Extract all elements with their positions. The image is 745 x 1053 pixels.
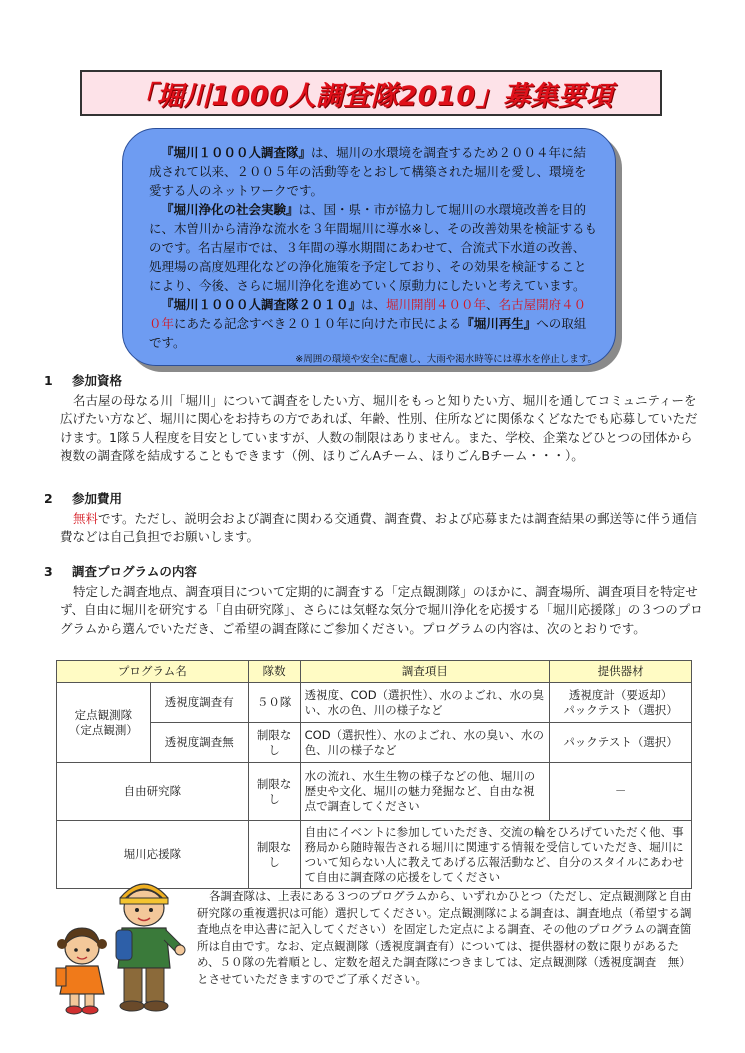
- section-body: 特定した調査地点、調査項目について定期的に調査する「定点観測隊」のほかに、調査場所、調査項目を特定せず、自由に堀川を研究する「自由研究隊」、さらには気軽な気分で堀川浄化を応援する「堀川応援隊」の３つのプログラムから選んでいただき、ご希望の調査隊にご参加ください。プログラムの内容は、次のとおりです。: [60, 583, 703, 636]
- intro-highlight-nagoya: 名古屋開府４００年: [149, 297, 587, 331]
- program-name: 堀川応援隊: [57, 821, 249, 889]
- fee-text: です。ただし、説明会および調査に関わる交通費、調査費、および応募または調査結果の郵送等に伴う通信費などは自己負担でお願いします。: [60, 510, 698, 544]
- intro-term-revival: 『堀川再生』: [461, 316, 537, 331]
- intro-text-1: は、堀川の水環境を調査するため２００４年に結成されて以来、２００５年の活動等をとおして構築された堀川を愛し、環境を愛する人のネットワークです。: [149, 145, 587, 198]
- intro-text-3c: にあたる記念すべき２０１０年に向けた市民による: [174, 316, 462, 331]
- footer-note: 各調査隊は、上表にある３つのプログラムから、いずれかひとつ（ただし、定点観測隊と自由研究隊の重複選択は可能）選択してください。定点観測隊による調査は、調査地点（希望する調査地点を申込書に記入してください）を固定した定点による調査、その他のプログラムの調査箇所は自由です。なお、定点観測隊（透視度調査有）については、提供器材の数に限りがあるため、５０隊の先着順とし、定数を超えた調査隊につきましては、定点観測隊（透視度調査 無）とさせていただきますのでご了承ください。: [197, 889, 692, 986]
- boy-figure-icon: [116, 884, 185, 1011]
- section-title: 参加費用: [72, 491, 123, 506]
- intro-text-3b: 、: [486, 297, 499, 312]
- intro-panel: [122, 128, 616, 366]
- section-heading: [44, 372, 704, 391]
- section-body: 名古屋の母なる川「堀川」について調査をしたい方、堀川をもっと知りたい方、堀川を通してコミュニティーを広げたい方など、堀川に関心をお持ちの方であれば、年齢、性別、住所などに関係なくどなたでも応募していただけます。1隊５人程度を目安としていますが、人数の制限はありません。また、学校、企業などひとつの団体から複数の調査隊を結成することもできます（例、ほりごんAチーム、ほりごんBチーム・・・）。: [60, 392, 698, 463]
- intro-paragraph-1: [149, 143, 597, 200]
- girl-figure-icon: [56, 928, 107, 1014]
- section-title: 参加資格: [72, 373, 123, 388]
- program-equipment: 透視度計（要返却） パックテスト（選択）: [550, 683, 692, 723]
- section-heading: [44, 490, 704, 509]
- free-label: 無料: [73, 510, 99, 526]
- intro-term-2010: 『堀川１０００人調査隊２０１０』: [161, 297, 362, 312]
- page-title: 「堀川1000人調査隊2010」募集要項: [128, 80, 614, 112]
- intro-highlight-400-years: 堀川開削４００年: [386, 297, 487, 312]
- section-program: [44, 563, 704, 638]
- program-table: [56, 660, 692, 889]
- intro-paragraph-3: [149, 295, 597, 352]
- table-row: [57, 683, 692, 723]
- program-count: ５０隊: [248, 683, 300, 723]
- section-fee: [44, 490, 704, 547]
- section-number: 2: [44, 491, 53, 506]
- table-row: [57, 723, 692, 763]
- program-sub: 透視度調査無: [150, 723, 248, 763]
- program-count: 制限なし: [248, 723, 300, 763]
- kids-illustration-icon: [46, 868, 196, 1018]
- section-number: 3: [44, 564, 53, 579]
- section-title: 調査プログラムの内容: [72, 564, 197, 579]
- intro-term-experiment: 『堀川浄化の社会実験』: [161, 202, 299, 217]
- program-equipment: パックテスト（選択）: [550, 723, 692, 763]
- program-name: 自由研究隊: [57, 763, 249, 821]
- program-name: 定点観測隊 （定点観測）: [57, 683, 151, 763]
- program-items: COD（選択性）、水のよごれ、水の臭い、水の色、川の様子など: [300, 723, 550, 763]
- intro-paragraph-2: [149, 200, 597, 295]
- section-number: 1: [44, 373, 53, 388]
- intro-text-3a: は、: [361, 297, 387, 312]
- program-items: 水の流れ、水生生物の様子などの他、堀川の歴史や文化、堀川の魅力発掘など、自由な視点で調査してください: [300, 763, 550, 821]
- program-items: 透視度、COD（選択性）、水のよごれ、水の臭い、水の色、川の様子など: [300, 683, 550, 723]
- intro-text-3d: への取組です。: [149, 316, 587, 350]
- header-items: 調査項目: [300, 661, 550, 683]
- section-eligibility: [44, 372, 704, 466]
- program-count: 制限なし: [248, 763, 300, 821]
- intro-text-2: は、国・県・市が協力して堀川の水環境改善を目的に、木曽川から清浄な流水を３年間堀川に導水※し、その改善効果を検証するものです。名古屋市では、３年間の導水期間にあわせて、合流式下水道の改善、処理場の高度処理化などの浄化施策を予定しており、その効果を検証することにより、今後、さらに堀川浄化を進めていく原動力にしたいと考えています。: [149, 202, 597, 293]
- section-heading: [44, 563, 704, 582]
- header-program: プログラム名: [57, 661, 249, 683]
- program-count: 制限なし: [248, 821, 300, 889]
- section-body: [44, 510, 704, 547]
- program-sub: 透視度調査有: [150, 683, 248, 723]
- table-header-row: [57, 661, 692, 683]
- program-items: 自由にイベントに参加していただき、交流の輪をひろげていただく他、事務局から随時報告される堀川に関連する情報を受信していただき、堀川について知らない人に教えてあげる広報活動など、自分のスタイルにあわせて自由に調査隊の応援をしてください: [300, 821, 691, 889]
- program-equipment: －: [550, 763, 692, 821]
- page-title-box: [80, 70, 662, 116]
- intro-note: ※周囲の環境や安全に配慮し、大雨や渇水時等には導水を停止します。: [295, 354, 597, 365]
- header-count: 隊数: [248, 661, 300, 683]
- header-equipment: 提供器材: [550, 661, 692, 683]
- intro-term-1000: 『堀川１０００人調査隊』: [161, 145, 312, 160]
- table-row: [57, 763, 692, 821]
